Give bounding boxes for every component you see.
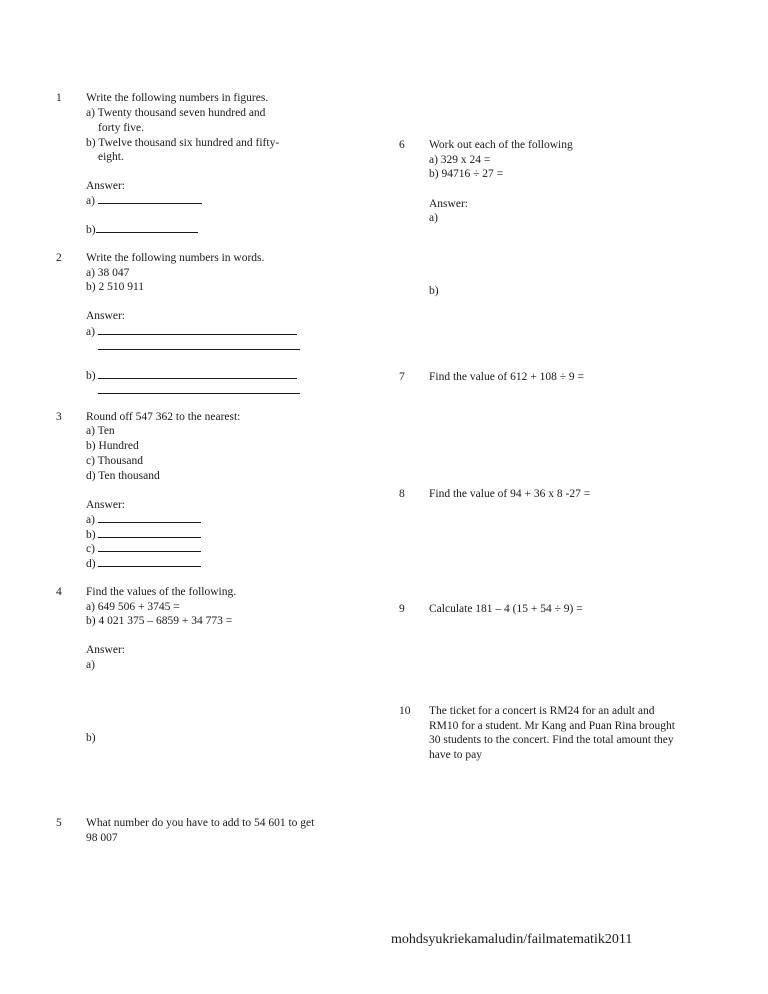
answer-blank[interactable]: [98, 556, 201, 567]
question-part: d) Ten thousand: [86, 470, 160, 482]
question-prompt: What number do you have to add to 54 601 to get: [86, 817, 315, 829]
question-number: 8: [399, 488, 405, 500]
question-prompt: Work out each of the following: [429, 139, 573, 151]
question-number: 6: [399, 139, 405, 151]
question-prompt: Calculate 181 – 4 (15 + 54 ÷ 9) =: [429, 603, 583, 615]
answer-blank[interactable]: [98, 349, 300, 350]
question-part: a) Twenty thousand seven hundred and: [86, 107, 266, 119]
question-part: b) 94716 ÷ 27 =: [429, 168, 504, 180]
footer-text: mohdsyukriekamaludin/failmatematik2011: [391, 932, 633, 947]
answer-line: [86, 222, 198, 238]
question-number: 9: [399, 603, 405, 615]
answer-part-label: a): [86, 514, 95, 526]
question-part: eight.: [98, 151, 124, 163]
answer-blank[interactable]: [98, 512, 201, 523]
answer-blank[interactable]: [98, 393, 300, 394]
answer-part-label: b): [86, 370, 96, 382]
answer-line: [86, 193, 202, 209]
question-number: 1: [56, 92, 62, 104]
question-prompt: The ticket for a concert is RM24 for an adult and: [429, 705, 655, 717]
answer-part-label: b): [429, 285, 439, 297]
question-part: b) Twelve thousand six hundred and fifty-: [86, 137, 280, 149]
question-part: b) Hundred: [86, 440, 139, 452]
answer-label: Answer:: [86, 499, 125, 511]
answer-blank[interactable]: [98, 193, 202, 204]
answer-line: [86, 541, 201, 557]
question-prompt: RM10 for a student. Mr Kang and Puan Rina brought: [429, 720, 675, 732]
answer-part-label: b): [86, 224, 96, 236]
question-prompt: 30 students to the concert. Find the total amount they: [429, 734, 674, 746]
answer-part-label: a): [429, 212, 438, 224]
answer-line: [86, 368, 297, 384]
answer-blank[interactable]: [98, 527, 201, 538]
question-part: b) 4 021 375 – 6859 + 34 773 =: [86, 615, 233, 627]
question-prompt: Find the values of the following.: [86, 586, 237, 598]
question-number: 2: [56, 252, 62, 264]
answer-part-label: a): [86, 659, 95, 671]
question-prompt: Find the value of 612 + 108 ÷ 9 =: [429, 371, 585, 383]
answer-part-label: d): [86, 558, 96, 570]
question-number: 5: [56, 817, 62, 829]
answer-line: [86, 512, 201, 528]
answer-label: Answer:: [86, 644, 125, 656]
answer-label: Answer:: [86, 310, 125, 322]
question-prompt: Write the following numbers in words.: [86, 252, 265, 264]
question-prompt: Round off 547 362 to the nearest:: [86, 411, 241, 423]
answer-label: Answer:: [86, 180, 125, 192]
question-prompt: have to pay: [429, 749, 483, 761]
question-part: a) 649 506 + 3745 =: [86, 601, 180, 613]
question-part: c) Thousand: [86, 455, 143, 467]
question-number: 4: [56, 586, 62, 598]
question-number: 10: [399, 705, 411, 717]
answer-blank[interactable]: [98, 368, 297, 379]
answer-blank[interactable]: [98, 541, 201, 552]
answer-part-label: b): [86, 732, 96, 744]
answer-label: Answer:: [429, 198, 468, 210]
question-part: b) 2 510 911: [86, 281, 145, 293]
question-part: forty five.: [98, 122, 144, 134]
question-prompt: Write the following numbers in figures.: [86, 92, 269, 104]
answer-part-label: a): [86, 326, 95, 338]
question-part: a) 329 x 24 =: [429, 154, 491, 166]
question-number: 3: [56, 411, 62, 423]
answer-blank[interactable]: [96, 222, 198, 233]
answer-part-label: c): [86, 543, 95, 555]
question-part: a) 38 047: [86, 267, 130, 279]
answer-blank[interactable]: [98, 324, 297, 335]
answer-part-label: b): [86, 529, 96, 541]
answer-part-label: a): [86, 195, 95, 207]
question-prompt: 98 007: [86, 832, 118, 844]
question-prompt: Find the value of 94 + 36 x 8 -27 =: [429, 488, 591, 500]
answer-line: [86, 324, 297, 340]
answer-line: [86, 556, 201, 572]
question-number: 7: [399, 371, 405, 383]
question-part: a) Ten: [86, 425, 115, 437]
